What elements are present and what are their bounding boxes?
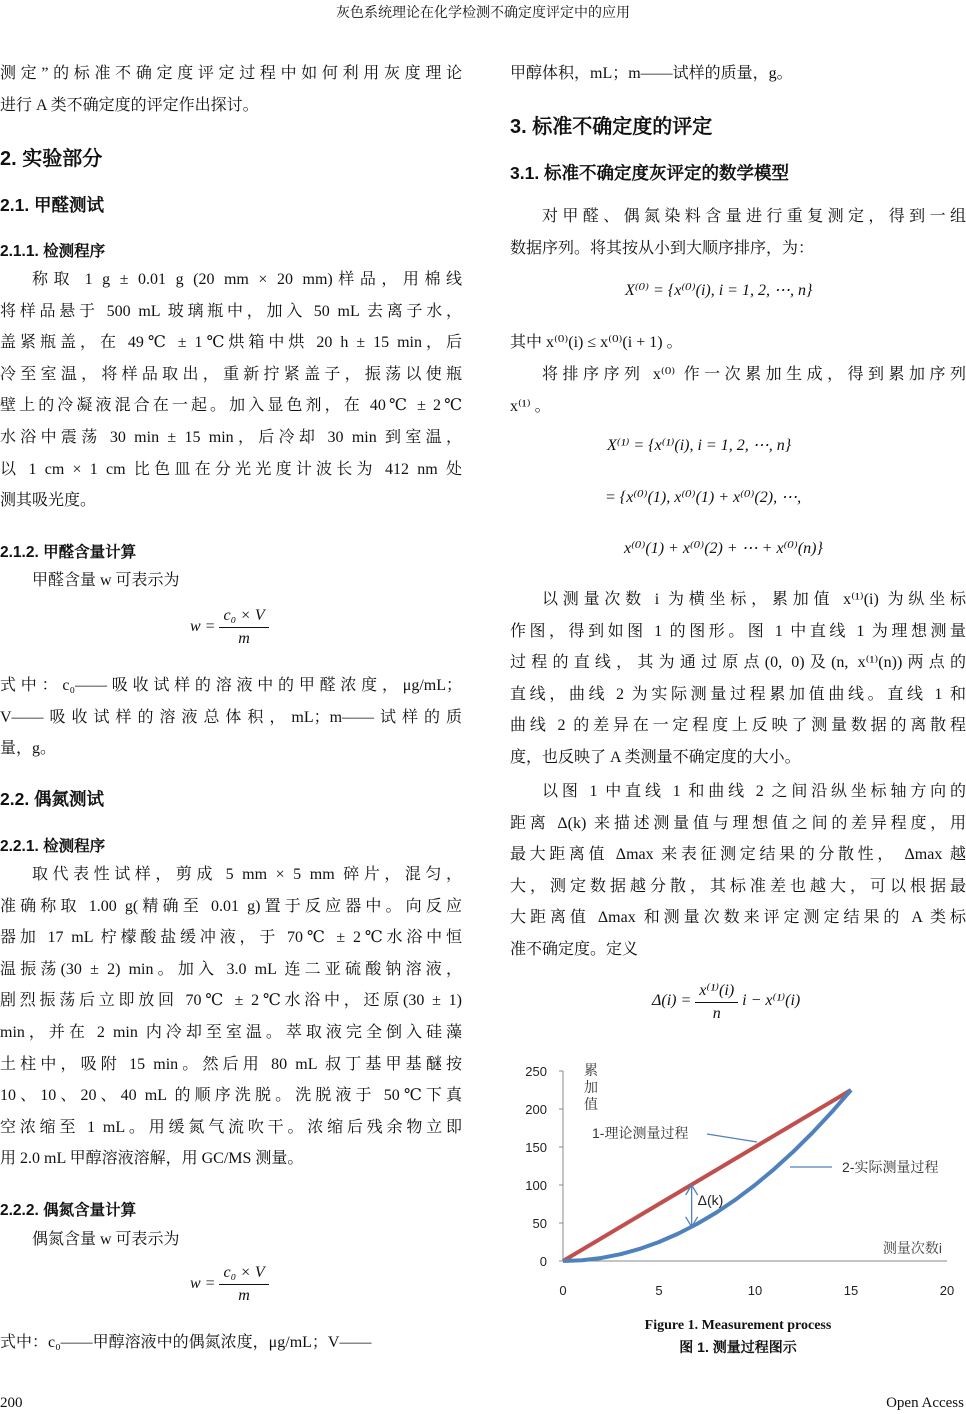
- text-line: 空浓缩至 1 mL。用缓氮气流吹干。浓缩后残余物立即: [0, 1118, 462, 1136]
- section-3-heading: 3. 标准不确定度的评定: [510, 116, 713, 138]
- formula-numerator: c₀ × V: [219, 607, 268, 628]
- x-tick-label: 10: [747, 1283, 763, 1298]
- series-theoretical-line: [563, 1090, 851, 1261]
- text-line: V——吸收试样的溶液总体积，mL；m——试样的质: [0, 708, 462, 726]
- x-tick-label: 5: [655, 1283, 663, 1298]
- text-line: 器加 17 mL 柠檬酸盐缓冲液，于 70℃ ± 2℃水浴中恒: [0, 929, 462, 947]
- formula-sequence-x1-line3: x⁽⁰⁾(1) + x⁽⁰⁾(2) + ⋯ + x⁽⁰⁾(n)}: [624, 540, 823, 557]
- text-line: 将排序序列 x⁽⁰⁾ 作一次累加生成，得到累加序列: [542, 366, 966, 383]
- delta-label: Δ(k): [697, 1192, 724, 1208]
- plot-description-paragraph: [510, 584, 966, 774]
- text-line: 测其吸光度。: [0, 492, 97, 510]
- figure-caption-en: Figure 1. Measurement process: [644, 1318, 832, 1333]
- text-line: 量，g。: [0, 740, 57, 758]
- y-tick-label: 50: [532, 1216, 547, 1231]
- text-line: 用 2.0 mL 甲醇溶液溶解，用 GC/MS 测量。: [0, 1150, 304, 1168]
- series-label-actual: 2-实际测量过程: [842, 1159, 939, 1175]
- x-tick-label: 0: [559, 1283, 567, 1298]
- text-line: min，并在 2 min 内冷却至室温。萃取液完全倒入硅藻: [0, 1023, 462, 1041]
- section-2-1-1-heading: 2.1.1. 检测程序: [0, 243, 106, 260]
- text-line: 称取 1 g ± 0.01 g (20 mm × 20 mm)样品，用棉线: [32, 271, 462, 288]
- formula-numerator: x⁽¹⁾(i): [695, 980, 738, 1003]
- text-line: 大，测定数据越分散，其标准差也越大，可以根据最: [510, 877, 966, 895]
- formula-denominator: n: [712, 1005, 721, 1022]
- procedure-paragraph-formaldehyde: [0, 264, 462, 517]
- text-line: 式中：c₀——吸收试样的溶液中的甲醛浓度，μg/mL；: [0, 677, 462, 694]
- text-line: 距离 Δ(k) 来描述测量值与理想值之间的差异程度，用: [510, 814, 966, 832]
- section-3-1-heading: 3.1. 标准不确定度灰评定的数学模型: [510, 163, 790, 183]
- measurement-process-chart: [510, 1050, 966, 1310]
- text-line: 进行 A 类不确定度的评定作出探讨。: [0, 96, 259, 114]
- accumulation-paragraph: [510, 359, 966, 422]
- formula-explanation-formaldehyde: [0, 670, 462, 765]
- y-tick-label: 200: [525, 1102, 547, 1117]
- text-line: 准不确定度。定义: [510, 940, 639, 958]
- text-line: 水浴中震荡 30 min ± 15 min，后冷却 30 min 到室温，: [0, 428, 462, 446]
- series-label-theoretical: 1-理论测量过程: [592, 1125, 689, 1141]
- formula-lhs: w =: [190, 1275, 216, 1293]
- text-line: 度，也反映了 A 类测量不确定度的大小。: [510, 748, 801, 766]
- text-line: 最大距离值 Δmax 来表征测定结果的分散性， Δmax 越: [510, 846, 966, 864]
- text-line: 以图 1 中直线 1 和曲线 2 之间沿纵坐标轴方向的: [542, 783, 966, 800]
- text-line: 盖紧瓶盖，在 49℃ ± 1℃烘箱中烘 20 h ± 15 min，后: [0, 334, 462, 352]
- procedure-paragraph-azo: [0, 859, 462, 1175]
- text-line: 大距离值 Δmax 和测量次数来评定测定结果的 A 类标: [510, 909, 966, 927]
- text-line: 过程的直线，其为通过原点(0, 0)及(n, x⁽¹⁾(n))两点的: [510, 654, 966, 672]
- formula-explanation-azo: 式中：c₀——甲醇溶液中的偶氮浓度，μg/mL；V——: [0, 1334, 372, 1351]
- leader-line-theoretical: [707, 1134, 757, 1142]
- section-2-2-heading: 2.2. 偶氮测试: [0, 789, 105, 809]
- text-line: 以测量次数 i 为横坐标，累加值 x⁽¹⁾(i) 为纵坐标: [542, 591, 966, 608]
- x-axis-label: 测量次数i: [882, 1240, 942, 1256]
- text-line: 10、10、20、40 mL 的顺序洗脱。洗脱液于 50℃下真: [0, 1087, 462, 1105]
- text-line: x⁽¹⁾ 。: [510, 397, 551, 415]
- formula-denominator: m: [238, 1287, 250, 1304]
- delta-definition-paragraph: [510, 776, 966, 966]
- text-line: 直线，曲线 2 为实际测量过程累加值曲线。直线 1 和: [510, 685, 966, 703]
- section-2-2-1-heading: 2.2.1. 检测程序: [0, 838, 106, 855]
- formula-rhs: i − x⁽¹⁾(i): [742, 992, 801, 1010]
- text-line: 曲线 2 的差异在一定程度上反映了测量数据的离散程: [510, 717, 966, 735]
- data-sequence-paragraph: [510, 201, 966, 264]
- intro-paragraph: [0, 58, 462, 121]
- formula-intro-azo: 偶氮含量 w 可表示为: [32, 1231, 180, 1248]
- y-axis-label-char: 累: [584, 1062, 598, 1078]
- text-line: 壁上的冷凝液混合在一起。加入显色剂，在 40℃ ± 2℃: [0, 397, 462, 415]
- text-line: 取代表性试样，剪成 5 mm × 5 mm 碎片，混匀，: [32, 866, 462, 883]
- figure-caption-zh: 图 1. 测量过程图示: [679, 1339, 797, 1355]
- formula-delta: [652, 980, 800, 1023]
- text-line: 数据序列。将其按从小到大顺序排序，为：: [510, 239, 815, 257]
- formula-sequence-x1-line2: = {x⁽⁰⁾(1), x⁽⁰⁾(1) + x⁽⁰⁾(2), ⋯,: [605, 489, 802, 506]
- text-line: 土柱中，吸附 15 min。然后用 80 mL 叔丁基甲基醚按: [0, 1055, 462, 1073]
- y-tick-label: 250: [525, 1064, 547, 1079]
- text-line: 作图，得到如图 1 的图形。图 1 中直线 1 为理想测量: [510, 622, 966, 640]
- continued-text: 甲醇体积，mL；m——试样的质量，g。: [510, 65, 793, 82]
- section-2-1-heading: 2.1. 甲醛测试: [0, 195, 105, 215]
- text-line: 剧烈振荡后立即放回 70℃ ± 2℃水浴中，还原(30 ± 1): [0, 992, 462, 1010]
- formula-sequence-x0: X⁽⁰⁾ = {x⁽⁰⁾(i), i = 1, 2, ⋯, n}: [625, 282, 813, 299]
- publisher-label: Open Access: [886, 1395, 964, 1411]
- y-axis-label-char: 值: [584, 1096, 598, 1112]
- y-axis-label-char: 加: [584, 1079, 598, 1095]
- running-header: 灰色系统理论在化学检测不确定度评定中的应用: [336, 6, 630, 21]
- y-tick-label: 0: [539, 1254, 547, 1269]
- formula-intro-formaldehyde: 甲醛含量 w 可表示为: [32, 572, 180, 589]
- text-line: 对甲醛、偶氮染料含量进行重复测定，得到一组: [542, 208, 966, 225]
- formula-numerator: c₀ × V: [219, 1264, 268, 1285]
- formula-azo: [190, 1264, 269, 1305]
- x-tick-label: 15: [843, 1283, 859, 1298]
- ordering-condition: 其中 x⁽⁰⁾(i) ≤ x⁽⁰⁾(i + 1) 。: [510, 334, 683, 351]
- section-2-2-2-heading: 2.2.2. 偶氮含量计算: [0, 1202, 137, 1219]
- formula-lhs: Δ(i) =: [652, 992, 692, 1010]
- y-tick-label: 150: [525, 1140, 547, 1155]
- text-line: 以 1 cm × 1 cm 比色皿在分光光度计波长为 412 nm 处: [0, 460, 462, 478]
- text-line: 温振荡(30 ± 2) min。加入 3.0 mL 连二亚硫酸钠溶液，: [0, 960, 462, 978]
- x-tick-label: 20: [939, 1283, 955, 1298]
- text-line: 测定”的标准不确定度评定过程中如何利用灰度理论: [0, 65, 462, 82]
- formula-denominator: m: [238, 630, 250, 647]
- text-line: 冷至室温，将样品取出，重新拧紧盖子，振荡以使瓶: [0, 365, 462, 383]
- text-line: 将样品悬于 500 mL 玻璃瓶中，加入 50 mL 去离子水，: [0, 302, 462, 320]
- formula-lhs: w =: [190, 618, 216, 636]
- text-line: 准确称取 1.00 g(精确至 0.01 g)置于反应器中。向反应: [0, 897, 462, 915]
- page-number: 200: [0, 1395, 23, 1411]
- formula-formaldehyde: [190, 607, 269, 648]
- y-tick-label: 100: [525, 1178, 547, 1193]
- section-2-1-2-heading: 2.1.2. 甲醛含量计算: [0, 544, 137, 561]
- formula-sequence-x1-line1: X⁽¹⁾ = {x⁽¹⁾(i), i = 1, 2, ⋯, n}: [607, 437, 792, 454]
- section-2-heading: 2. 实验部分: [0, 148, 103, 170]
